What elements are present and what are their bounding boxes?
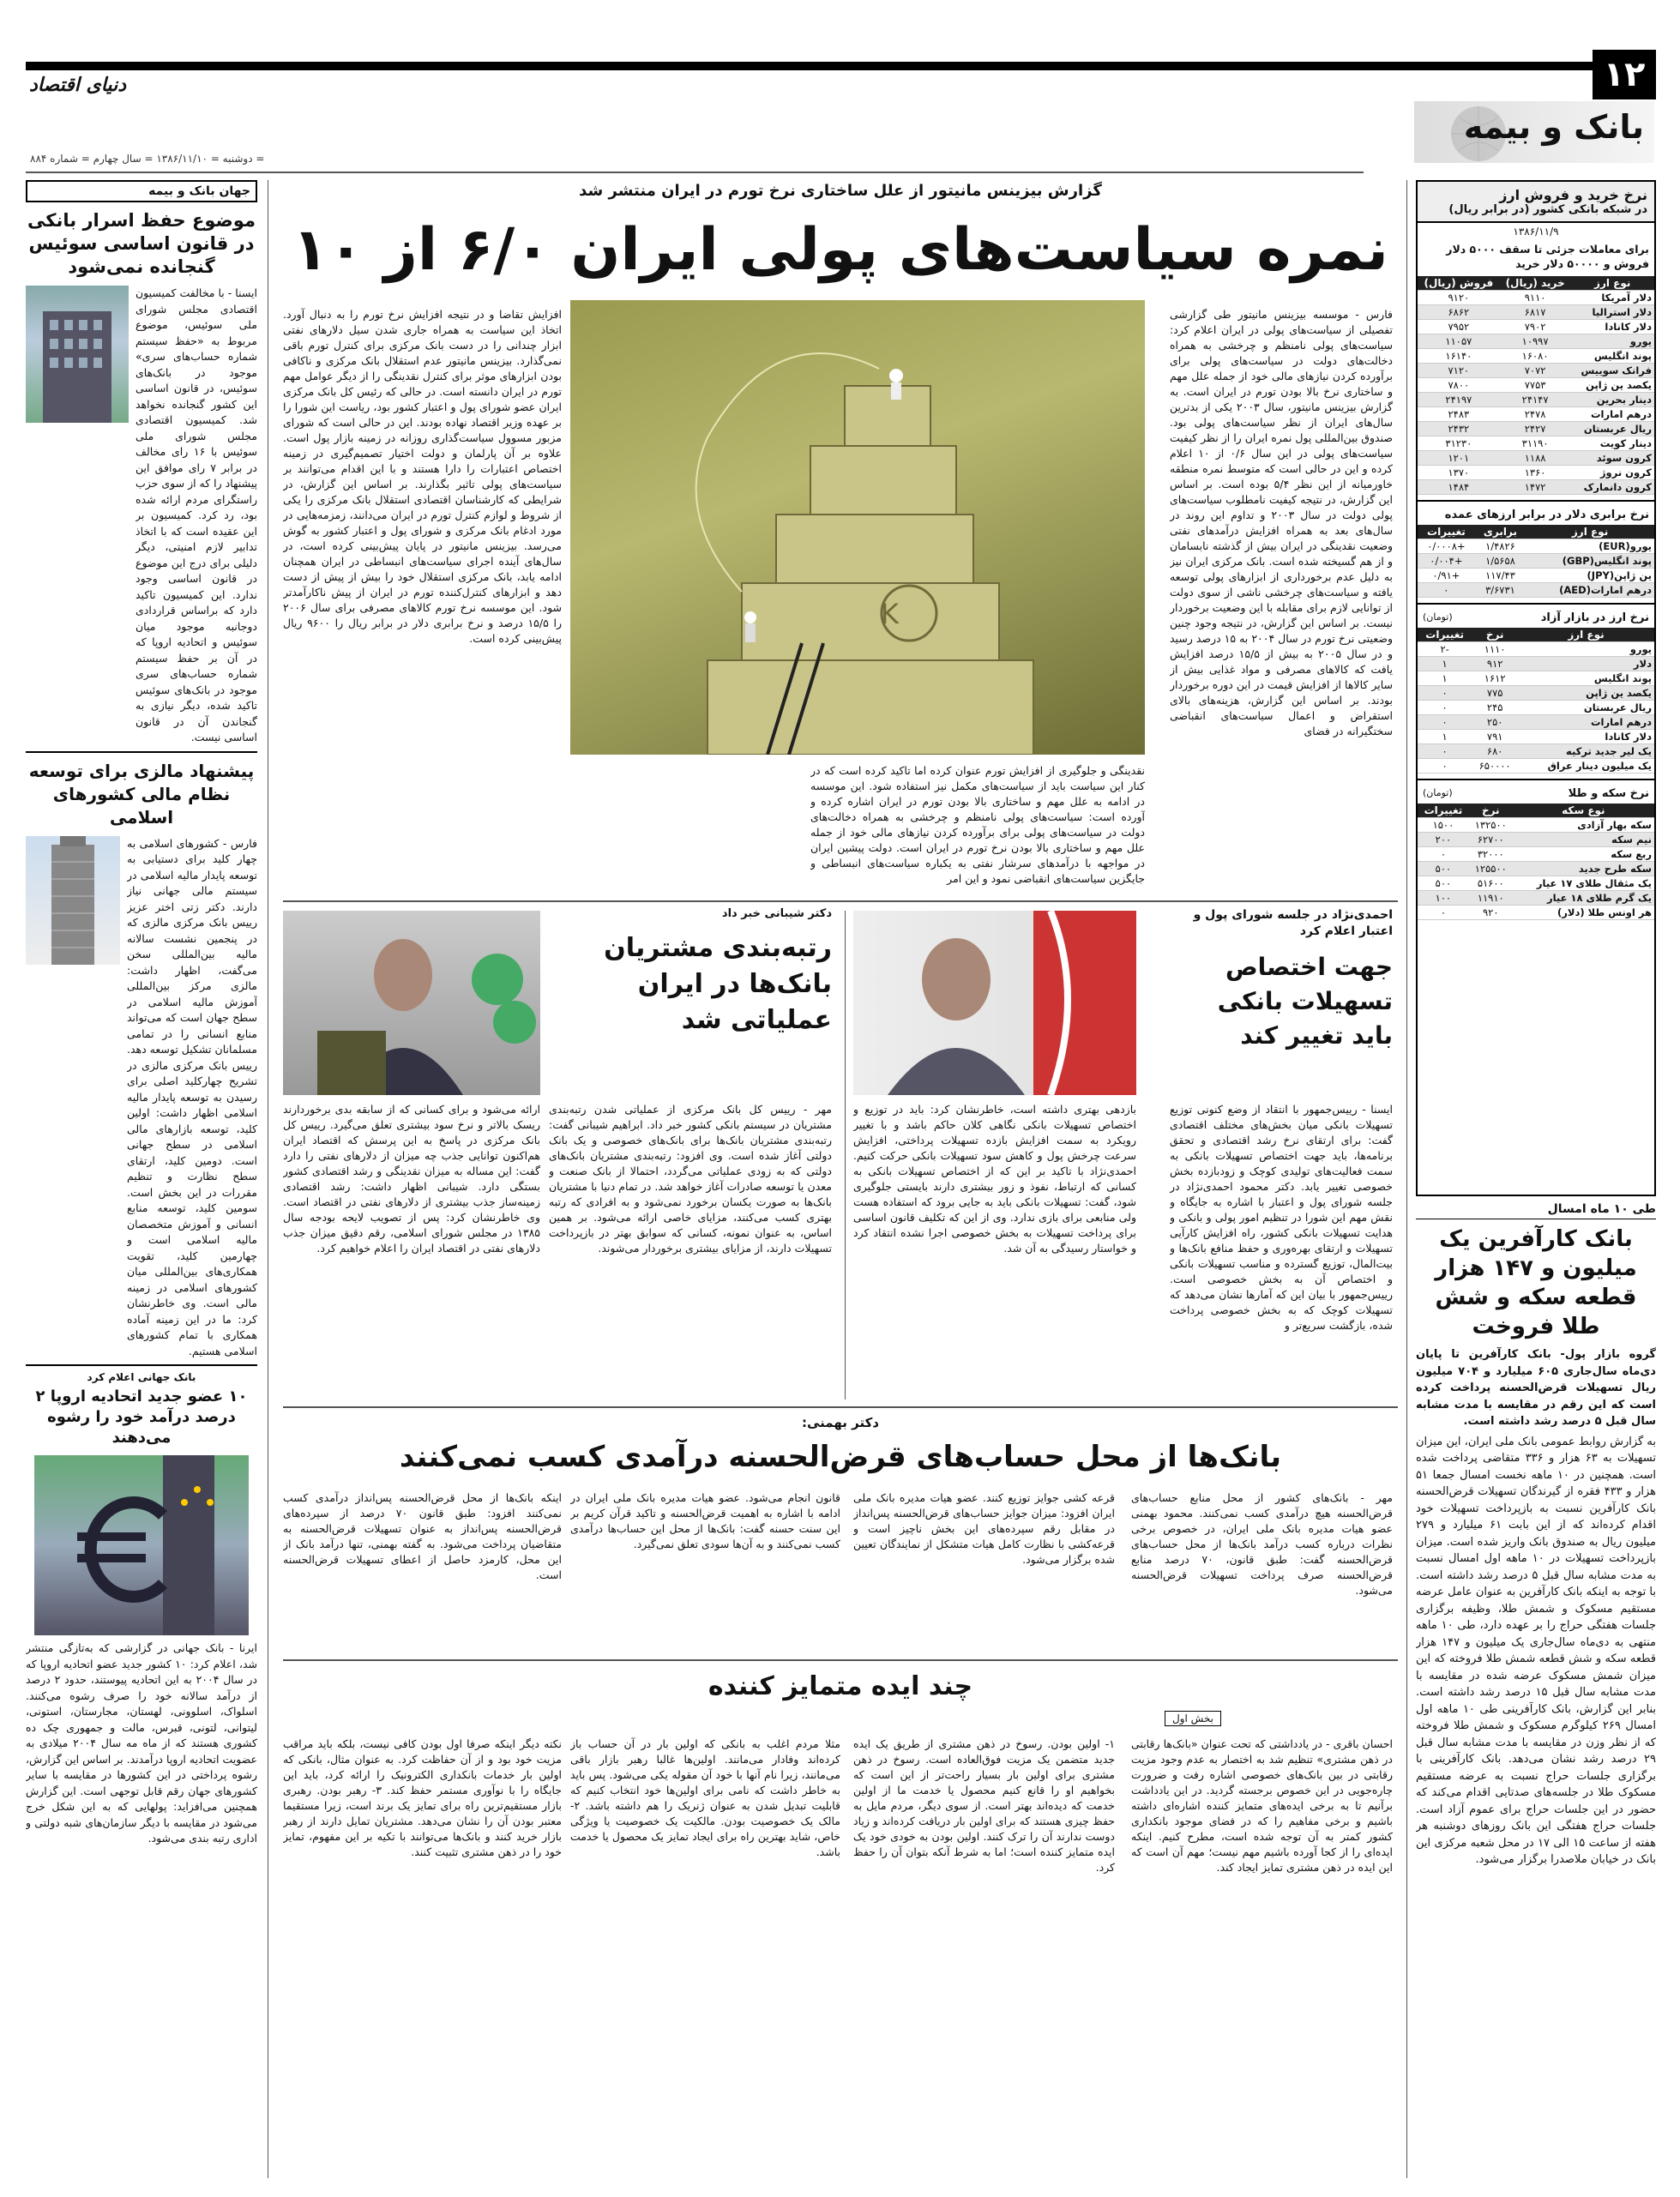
- coin-cell: ۲۰۰: [1418, 833, 1469, 847]
- coin-unit: (تومان): [1423, 787, 1453, 798]
- free-market-table: [1418, 628, 1654, 773]
- free-market-cell: ۹۱۲: [1472, 657, 1518, 671]
- ahmadinejad-photo: [853, 911, 1136, 1095]
- coin-cell: یک مثقال طلای ۱۷ عیار: [1513, 876, 1654, 891]
- coin-cell: ۶۲۷۰۰: [1469, 833, 1513, 847]
- free-market-cell: ۲۵۰: [1472, 715, 1518, 730]
- fx-header-row: [1418, 276, 1654, 291]
- coin-cell: ۹۲۰: [1469, 906, 1513, 920]
- fx-cell: ۲۴۸۳: [1418, 407, 1500, 422]
- fx-row: [1418, 422, 1654, 436]
- free-market-cell: ۱۶۱۲: [1472, 671, 1518, 686]
- coin-cell: ۱۵۰۰: [1418, 818, 1469, 833]
- fx-cell: ۱۳۶۰: [1500, 466, 1571, 480]
- main-story-bottom-rule: [283, 900, 1398, 902]
- fx-cell: ۱۲۰۱: [1418, 451, 1500, 466]
- coin-cell: هر اونس طلا (دلار): [1513, 906, 1654, 920]
- fx-cell: ۲۴۷۸: [1500, 407, 1571, 422]
- parity-cell: +۰/۰۰۴: [1418, 554, 1475, 569]
- ideas-col-1: احسان باقری - در یادداشتی که تحت عنوان «بانک‌ها رقابتی در ذهن مشتری» تنظیم شد به اختصار به عدم وجود مزیت رقابتی در بین بانک‌های خصوصی اشاره رفت و ضرورت چاره‌جویی در این خصوص برجسته گردید. در این یادداشت برآنیم تا به برخی ایده‌های متمایز کننده اشاره‌ای داشته باشیم و برخی مفاهیم را که در فضای موجود بانکداری کشور کمتر به آن توجه شده است، مطرح کنیم. اینکه ایده‌ای را از کجا آورده باشیم مهم نیست؛ مهم آن است که این ایده در ذهن مشتری تمایز ایجاد کند.: [1131, 1737, 1393, 1874]
- main-headline: نمره سیاست‌های پولی ایران ۶/۰ از ۱۰: [292, 216, 1388, 284]
- fx-date: ۱۳۸۶/۱۱/۹: [1513, 226, 1559, 238]
- fx-cell: دلار استرالیا: [1570, 305, 1654, 320]
- free-market-cell: ریال عربستان: [1518, 701, 1654, 715]
- free-market-cell: ۰: [1418, 744, 1472, 759]
- fx-cell: یکصد ین ژاپن: [1570, 378, 1654, 393]
- fx-cell: ریال عربستان: [1570, 422, 1654, 436]
- building-image: [26, 286, 129, 423]
- free-market-row: [1418, 759, 1654, 773]
- coin-cell: ۱۳۲۵۰۰: [1469, 818, 1513, 833]
- fx-cell: فرانک سوییس: [1570, 364, 1654, 378]
- main-col-2: نقدینگی و جلوگیری از افزایش تورم عنوان کرده اما تاکید کرده است که در کنار این سیاست باید از سیاست‌های مکمل نیز استفاده شود. این موسسه در ادامه به علل مهم و ساختاری بالا بودن تورم در ایران اشاره کرده و آورده است: سیاست‌های پولی نامنظم و چرخشی به همراه دخالت‌های دولت در سیاست‌های پولی برای برآورده کردن نیازهای مالی خود از جمله علل مهم و ساختاری بالا بودن نرخ تورم در ایران است. دولت پیشین ایران در مواجهه با درآمدهای سرشار نفتی به یکباره سیاست‌های انبساطی و جایگزین سیاست‌های انقباضی نمود و این امر: [810, 764, 1145, 885]
- coin-cell: ۰: [1418, 847, 1469, 862]
- coin-cell: ۰: [1418, 906, 1469, 920]
- free-market-row: [1418, 671, 1654, 686]
- free-market-cell: یک لیر جدید ترکیه: [1518, 744, 1654, 759]
- free-market-cell: ۱: [1418, 657, 1472, 671]
- parity-cell: ۳/۶۷۳۱: [1475, 583, 1526, 598]
- fx-note: برای معاملات جزئی تا سقف ۵۰۰۰ دلار فروش و ۵۰۰۰۰ دلار خرید: [1446, 243, 1649, 270]
- fx-cell: ۱۶۱۴۰: [1418, 349, 1500, 364]
- fx-cell: پوند انگلیس: [1570, 349, 1654, 364]
- karafarini-lead: گروه بازار پول- بانک کارآفرین تا پایان دی‌ماه سال‌جاری ۶۰۵ میلیارد و ۷۰۴ میلیون ریال تسهیلات قرض‌الحسنه پرداخت کرده است که این رقم در مقایسه با مدت مشابه سال قبل ۵ درصد رشد داشته است.: [1416, 1348, 1656, 1428]
- parity-row: [1418, 569, 1654, 583]
- parity-title: نرخ برابری دلار در برابر ارزهای عمده: [1418, 500, 1654, 525]
- fx-cell: ۶۸۶۲: [1418, 305, 1500, 320]
- free-market-row: [1418, 701, 1654, 715]
- fx-cell: درهم امارات: [1570, 407, 1654, 422]
- karafarini-story: [1416, 1202, 1656, 2180]
- coin-table: [1418, 804, 1654, 920]
- main-col-1: فارس - موسسه بیزینس مانیتور طی گزارشی تفصیلی از سیاست‌های پولی در ایران اعلام کرد: سیاست‌های پولی نامنظم و چرخشی به همراه دخالت‌های دولت در سیاست‌های پولی برای برآورده کردن نیازهای مالی خود از جمله علل مهم و ساختاری نرخ بالا بودن تورم در ایران است. به گزارش بیزینس مانیتور، سال ۲۰۰۳ یکی از بدترین سال‌های ایران از نظر سیاست‌های پولی بود. صندوق بین‌المللی پول نمره ایران را از نظر کیفیت سیاست‌های پولی در این سال ۰/۶ از ۱۰ اعلام کرده و این در حالی است که متوسط نمره منطقه خاورمیانه از این نظر ۵/۴ بوده است. بر اساس این گزارش، در نتیجه کیفیت نامطلوب سیاست‌های پولی دولت در سال ۲۰۰۳ و تداوم این روند در سال‌های بعد به همراه افزایش درآمدهای نفتی وضعیت نقدینگی در ایران بیش از گذشته نابسامان و از هم گسیخته شده است. بانک مرکزی ایران نیز به دلیل عدم برخورداری از ابزارهای پولی توسعه یافته و سیاست‌های چرخشی ناشی از سوی دولت از توانایی لازم برای مقابله با این وضعیت برخوردار نیست. بر اساس این گزارش، در نتیجه وجود چنین وضعیتی نرخ تورم در سال ۲۰۰۴ به ۱۵ درصد رسید و در سال ۲۰۰۵ به بیش از ۱۵/۵ درصد افزایش یافت که کالاهای مصرفی و مواد غذایی بیش از سایر کالاها از افزایش قیمت در این دوره برخوردار بودند. بر اساس این گزارش، هزینه‌های بالای استقراض و اعمال سیاست‌های انقباضی سختگیرانه در فضای: [1170, 308, 1393, 737]
- swiss-body: ایسنا - با مخالفت کمیسیون اقتصادی مجلس شورای ملی سوئیس، موضوع مربوط به «حفظ سیستم شماره حساب‌های سری» موجود در بانک‌های سوئیس، در قانون اساسی این کشور گنجانده نخواهد شد. کمیسیون اقتصادی مجلس شورای ملی سوئیس با ۱۶ رای مخالف در برابر ۷ رای موافق این پیشنهاد را که از سوی حزب راستگرای مردم ارائه شده بود، رد کرد. کمیسیون بر این عقیده است که با اتخاذ تدابیر لازم امنیتی، دیگر دلیلی برای درج این موضوع در قانون اساسی وجود ندارد. این کمیسیون تاکید دارد که براساس قراردادی دوجانبه موجود میان سوئیس و اتحادیه اروپا که در آن بر حفظ سیستم شماره حساب‌های سری موجود در بانک‌های سوئیس تاکید شده، دیگر نیازی به گنجاندن آن در قانون اساسی نیست.: [135, 286, 257, 743]
- fx-cell: دینار کویت: [1570, 436, 1654, 451]
- euro-sculpture-photo: [34, 1455, 249, 1635]
- shibani-col-2: ارائه می‌شود و برای کسانی که از سابقه بدی برخوردارند ریسک بالاتر و نرخ سود بیشتری تعلق می‌گیرد. رییس کل بانک مرکزی در پاسخ به این پرسش که اقتصاد ایران هم‌اکنون توانایی جذب چه میزان از دلارهای نفتی را دارد گفت: این مساله به میزان نقدینگی و رشد اقتصادی کشور بستگی دارد. شیبانی اظهار داشت: رشد اقتصادی زمینه‌ساز جذب بیشتری از دلارهای نفتی در اقتصاد است. وی خاطرنشان کرد: پس از تصویب لایحه بودجه سال ۱۳۸۵ در مجلس شورای اسلامی، رقم دقیق میزان جذب دلارهای نفتی در اقتصاد ایران را اعلام خواهیم کرد.: [283, 1103, 540, 1255]
- stairs-illustration: [570, 300, 1145, 755]
- coin-row: [1418, 876, 1654, 891]
- coin-cell: ۳۲۰۰۰: [1469, 847, 1513, 862]
- free-market-unit: (تومان): [1423, 611, 1453, 623]
- fx-cell: ۹۱۱۰: [1500, 291, 1571, 305]
- karafarini-kicker: طی ۱۰ ماه امسال: [1416, 1202, 1656, 1219]
- fx-row: [1418, 436, 1654, 451]
- free-market-row: [1418, 730, 1654, 744]
- karafarini-body: به گزارش روابط عمومی بانک ملی ایران، این میزان تسهیلات به ۶۳ هزار و ۳۳۶ متقاضی پرداخت شده است. همچنین در ۱۰ ماهه نخست امسال جمعا ۵۱ هزار و ۴۳۳ فقره از گیرندگان تسهیلات قرض‌الحسنه بانک کارآفرین نسبت به بازپرداخت تسهیلات خود اقدام کرده‌اند که از این بابت ۶۱ میلیارد و ۲۷۹ میلیون ریال به صندوق بانک واریز شده است. میزان بازپرداخت تسهیلات در ۱۰ ماهه اول امسال نسبت به مدت مشابه سال قبل ۵ درصد رشد داشته است. با توجه به اینکه بانک کارآفرین به عنوان عامل عرضه مستقیم مسکوک و شمش طلا، وظیفه برگزاری جلسات هفتگی حراج را بر عهده دارد، طی ۱۰ ماهه منتهی به دی‌ماه سال‌جاری یک میلیون و ۱۴۷ هزار قطعه سکه و شش قطعه شمش طلا فروخته که این میزان شمش مسکوک عرضه شده در مقایسه با مدت مشابه سال قبل ۱۵ درصد رشد داشته است. بنابر این گزارش، بانک کارآفرینی طی ۱۰ ماهه اول امسال ۲۶۹ کیلوگرم مسکوک و شمش طلا فروخته که از نظر وزن در مقایسه با مدت مشابه سال قبل ۲۹ درصد رشد نشان می‌دهد. بانک کارآفرینی با برگزاری جلسات حراج نسبت به عرضه مستقیم مسکوک طلا در جلسه‌های صدتایی اقدام می‌کند که حضور در این جلسات حراج برای عموم آزاد است. جلسات حراج هفتگی این بانک روزهای دوشنبه هر هفته از ساعت ۱۵ الی ۱۷ در محل شعبه مرکزی این بانک در خیابان ملاصدرا برگزار می‌شود.: [1416, 1435, 1656, 1866]
- fx-cell: کرون دانمارک: [1570, 480, 1654, 495]
- ideas-col-2: ۱- اولین بودن. رسوخ در ذهن مشتری از طریق یک ایده جدید متضمن یک مزیت فوق‌العاده است. رسوخ در ذهن مشتری برای اولین بار بسیار راحت‌تر از این است که بخواهیم او را قانع کنیم محصول یا خدمت ما از اولین خدمت که دیده‌اند بهتر است. از سوی دیگر، مردم مایل به حفظ چیزی هستند که برای اولین بار دریافت کرده‌اند و زیاد دوست ندارند آن را ترک کنند. اولین بودن به خودی خود یک ایده متمایز کننده است؛ اما به شرط آنکه بتوان آن را حفظ کرد.: [853, 1737, 1115, 1874]
- fx-cell: ۷۸۰۰: [1418, 378, 1500, 393]
- gharz-headline: بانک‌ها از محل حساب‌های قرض‌الحسنه درآمدی کسب نمی‌کنند: [399, 1440, 1282, 1474]
- ahmadinejad-col-1: ایسنا - رییس‌جمهور با انتقاد از وضع کنونی توزیع تسهیلات بانکی میان بخش‌های مختلف اقتصادی گفت: برای ارتقای نرخ رشد اقتصادی و تحقق برنامه‌ها، باید جهت اختصاص تسهیلات بانکی به سمت فعالیت‌های تولیدی کوچک و زودبازده بخش خصوصی تغییر یابد. دکتر محمود احمدی‌نژاد در جلسه شورای پول و اعتبار با اشاره به جایگاه و نقش مهم این شورا در تنظیم امور پولی و بانکی و هدایت تسهیلات بانکی کشور، راه افزایش کارآیی تسهیلات و ارتقای بهره‌وری و حفظ منافع بانک‌ها و بیت‌المال، توزیع گسترده و مناسب تسهیلات بانکی و اختصاص آن به بخش خصوصی است. رییس‌جمهور با بیان این که آمارها نشان می‌دهد که تسهیلات کوچک که به بخش خصوصی پرداخت شده، بازگشت سریع‌تر و: [1170, 1103, 1393, 1332]
- free-market-cell: -۲: [1418, 642, 1472, 657]
- coin-cell: سکه بهار آزادی: [1513, 818, 1654, 833]
- free-market-row: [1418, 744, 1654, 759]
- coin-header-cell: نرخ: [1469, 804, 1513, 818]
- euro-sign-image: [34, 1455, 249, 1635]
- section-banner: [1414, 101, 1654, 163]
- gharz-col-4: اینکه بانک‌ها از محل قرض‌الحسنه پس‌انداز درآمدی کسب نمی‌کنند افزود: طبق قانون ۷۰ درصد از سپرده‌های قرض‌الحسنه پس‌انداز به عنوان تسهیلات قرض‌الحسنه به متقاضیان پرداخت می‌شود. به گفته بهمنی، تنها درآمد بانک از این محل، کارمزد حاصل از اعطای تسهیلات قرض‌الحسنه است.: [283, 1491, 562, 1581]
- fx-table: [1418, 276, 1654, 495]
- ahmadinejad-kicker: احمدی‌نژاد در جلسه شورای پول و اعتبار اعلام کرد: [1193, 908, 1393, 938]
- mid-rule: [283, 1406, 1398, 1408]
- ideas-section-label: بخش اول: [1165, 1711, 1221, 1726]
- free-market-cell: ۱: [1418, 671, 1472, 686]
- free-market-cell: ۱: [1418, 730, 1472, 744]
- fx-cell: ۲۴۲۷: [1500, 422, 1571, 436]
- swiss-headline: موضوع حفظ اسرار بانکی در قانون اساسی سوئیس گنجانده نمی‌شود: [27, 210, 256, 277]
- parity-header-row: [1418, 525, 1654, 539]
- free-market-cell: یکصد ین ژاپن: [1518, 686, 1654, 701]
- left-column: [26, 180, 257, 2178]
- malaysia-headline: پیشنهاد مالزی برای توسعه نظام مالی کشورهای اسلامی: [28, 760, 255, 828]
- coin-row: [1418, 906, 1654, 920]
- fx-cell: دلار کانادا: [1570, 320, 1654, 334]
- fx-cell: ۲۴۱۹۷: [1418, 393, 1500, 407]
- fx-row: [1418, 393, 1654, 407]
- free-market-row: [1418, 686, 1654, 701]
- coin-header-row: [1418, 804, 1654, 818]
- fx-cell: ۱۱۰۵۷: [1418, 334, 1500, 349]
- parity-row: [1418, 554, 1654, 569]
- fx-row: [1418, 451, 1654, 466]
- lower-rule: [283, 1659, 1398, 1661]
- fx-cell: ۱۴۷۲: [1500, 480, 1571, 495]
- fx-cell: یورو: [1570, 334, 1654, 349]
- parity-cell: +۰/۹۱: [1418, 569, 1475, 583]
- tower-image: [26, 836, 120, 965]
- paper-logo: دنیای اقتصاد: [29, 74, 126, 96]
- fx-cell: ۳۱۱۹۰: [1500, 436, 1571, 451]
- parity-row: [1418, 583, 1654, 598]
- parity-cell: ۱۱۷/۴۳: [1475, 569, 1526, 583]
- free-market-row: [1418, 642, 1654, 657]
- ideas-col-3: مثلا مردم اغلب به بانکی که اولین بار در آن حساب باز کرده‌اند وفادار می‌مانند. اولین‌ها غالبا رهبر بازار باقی می‌مانند، زیرا نام آنها با خود آن مقوله یکی می‌شود. پس باید به خاطر داشت که نامی برای اولین‌ها خود انتخاب کنیم که قابلیت تبدیل شدن به عنوان ژنریک را هم داشته باشد. ۲- مالک یک خصوصیت بودن. مالکیت یک خصوصیت یا ویژگی خاص، شاید بهترین راه برای ایجاد تمایز یک محصول یا خدمت باشد.: [570, 1737, 840, 1858]
- left-section-label: جهان بانک و بیمه: [26, 180, 257, 202]
- free-market-cell: ۰: [1418, 759, 1472, 773]
- free-market-cell: ۷۹۱: [1472, 730, 1518, 744]
- fx-row: [1418, 349, 1654, 364]
- story-divider: [845, 911, 846, 1399]
- free-market-row: [1418, 715, 1654, 730]
- fx-cell: ۱۴۸۴: [1418, 480, 1500, 495]
- ideas-headline: چند ایده متمایز کننده: [708, 1671, 973, 1701]
- free-market-cell: یورو: [1518, 642, 1654, 657]
- free-market-row: [1418, 657, 1654, 671]
- gharz-col-3: قانون انجام می‌شود. عضو هیات مدیره بانک ملی ایران در ادامه با اشاره به اهمیت قرض‌الحسنه و تاکید قرآن کریم بر این سنت حسنه گفت: بانک‌ها از محل این حساب‌ها درآمدی کسب نمی‌کنند و به آن‌ها سودی تعلق نمی‌گیرد.: [570, 1491, 840, 1550]
- gharz-col-1: مهر - بانک‌های کشور از محل منابع حساب‌های قرض‌الحسنه هیچ درآمدی کسب نمی‌کنند. محمود بهمنی عضو هیات مدیره بانک ملی ایران، در خصوص برخی نظرات درباره کسب درآمد بانک‌ها از محل حساب‌های قرض‌الحسنه گفت: طبق قانون، ۷۰ درصد منابع قرض‌الحسنه صرف پرداخت تسهیلات قرض‌الحسنه می‌شود.: [1131, 1491, 1393, 1597]
- gharz-col-2: قرعه کشی جوایز توزیع کنند. عضو هیات مدیره بانک ملی ایران افزود: میزان جوایز حساب‌های قرض‌الحسنه پس‌انداز در مقابل رقم سپرده‌های این بخش ناچیز است و قرعه‌کشی با نظارت کامل هیات متشکل از نمایندگان تعیین شده برگزار می‌شود.: [853, 1491, 1115, 1566]
- main-col-2b: [570, 763, 802, 892]
- fx-row: [1418, 291, 1654, 305]
- fx-cell: ۹۱۲۰: [1418, 291, 1500, 305]
- parity-header-cell: تغییرات: [1418, 525, 1475, 539]
- ideas-col-4: نکته دیگر اینکه صرفا اول بودن کافی نیست، بلکه باید مراقب مزیت خود بود و از آن حفاظت کرد. به عنوان مثال، بانکی که اولین بار خدمات بانکداری الکترونیک را ارائه کرد، باید این جایگاه را با نوآوری مستمر حفظ کند. ۳- رهبر بودن. رهبری بازار مستقیم‌ترین راه برای تمایز یک برند است، زیرا مستقیما معتبر بودن آن را نشان می‌دهد. مشتریان تمایل دارند از رهبر بازار خرید کنند و بانک‌ها می‌توانند با تکیه بر این مفهوم، تمایز خود را در ذهن مشتری تثبیت کنند.: [283, 1737, 562, 1858]
- coin-cell: ۱۲۵۵۰۰: [1469, 862, 1513, 876]
- malaysia-body: فارس - کشورهای اسلامی به چهار کلید برای دستیابی به توسعه پایدار مالیه اسلامی در سیستم مالی جهانی نیاز دارند. دکتر زتی اختر عزیز رییس بانک مرکزی مالزی که در پنجمین نشست سالانه مالیه بین‌المللی سخن می‌گفت، اظهار داشت: مالزی مرکز بین‌المللی آموزش مالیه اسلامی در سطح جهان است که می‌تواند منابع انسانی را در تمامی مسلمانان تشکیل توسعه دهد. رییس بانک مرکزی مالزی در تشریح چهارکلید اصلی برای رسیدن به توسعه پایدار مالیه اسلامی اظهار داشت: اولین کلید، توسعه بازارهای مالی اسلامی در سطح جهانی است. دومین کلید، ارتقای سطح نظارت و تنظیم مقررات در این بخش است. سومین کلید، توسعه منابع انسانی و آموزش متخصصان مالیه اسلامی است و چهارمین کلید، تقویت همکاری‌های بین‌المللی میان کشورهای اسلامی در زمینه مالی است. وی خاطرنشان کرد: ما در این زمینه آماده همکاری با تمام کشورهای اسلامی هستیم.: [127, 836, 257, 1357]
- fx-cell: ۷۹۵۲: [1418, 320, 1500, 334]
- coin-title: نرخ سکه و طلا: [1568, 787, 1649, 800]
- free-market-cell: ۷۷۵: [1472, 686, 1518, 701]
- ahmadinejad-headline: جهت اختصاص تسهیلات بانکی باید تغییر کند: [1217, 953, 1393, 1050]
- coin-cell: ۱۱۹۱۰: [1469, 891, 1513, 906]
- parity-cell: پوند انگلیس(GBP): [1526, 554, 1654, 569]
- fx-cell: کرون سوئد: [1570, 451, 1654, 466]
- coin-cell: ۱۰۰: [1418, 891, 1469, 906]
- free-market-cell: ۰: [1418, 686, 1472, 701]
- fx-row: [1418, 480, 1654, 495]
- coin-cell: ۵۰۰: [1418, 876, 1469, 891]
- free-market-cell: یک میلیون دینار عراق: [1518, 759, 1654, 773]
- coin-cell: ۵۱۶۰۰: [1469, 876, 1513, 891]
- free-market-cell: دلار کانادا: [1518, 730, 1654, 744]
- free-market-header-cell: نرخ: [1472, 628, 1518, 642]
- free-market-cell: درهم امارات: [1518, 715, 1654, 730]
- swiss-bank-photo: [26, 286, 129, 423]
- free-market-cell: ۲۴۵: [1472, 701, 1518, 715]
- fx-subtitle: در شبکه بانکی کشور (در برابر ریال): [1448, 203, 1647, 216]
- free-market-title: نرخ ارز در بازار آزاد: [1540, 611, 1649, 624]
- fx-header-cell: نوع ارز: [1570, 276, 1654, 291]
- masthead-bar: [26, 62, 1619, 70]
- fx-cell: ۲۴۳۲: [1418, 422, 1500, 436]
- parity-cell: ۱/۴۸۲۶: [1475, 539, 1526, 554]
- page-number: ۱۲: [1593, 50, 1656, 99]
- parity-cell: ین ژاپن(JPY): [1526, 569, 1654, 583]
- coin-cell: ربع سکه: [1513, 847, 1654, 862]
- parity-cell: ۰: [1418, 583, 1475, 598]
- fx-row: [1418, 378, 1654, 393]
- parity-cell: ۱/۵۶۵۸: [1475, 554, 1526, 569]
- fx-cell: ۳۱۲۳۰: [1418, 436, 1500, 451]
- free-market-cell: ۶۵۰۰۰۰: [1472, 759, 1518, 773]
- eu-kicker: بانک جهانی اعلام کرد: [87, 1371, 196, 1383]
- shibani-kicker: دکتر شیبانی خبر داد: [721, 907, 832, 920]
- gharz-kicker: دکتر بهمنی:: [802, 1415, 879, 1430]
- fx-cell: ۷۱۲۰: [1418, 364, 1500, 378]
- fx-cell: دلار آمریکا: [1570, 291, 1654, 305]
- eu-body: ایرنا - بانک جهانی در گزارشی که به‌تازگی منتشر شد، اعلام کرد: ۱۰ کشور جدید عضو اتحادیه اروپا که در سال ۲۰۰۴ به این اتحادیه پیوستند، حدود ۲ درصد از درآمد سالانه خود را صرف رشوه می‌کنند. اسلواک، اسلوونی، لهستان، مجارستان، استونی، لیتوانی، لتونی، قبرس، مالت و جمهوری چک ده کشوری هستند که از ماه مه سال ۲۰۰۴ میلادی به عضویت اتحادیه اروپا درآمدند. بر اساس این گزارش، رشوه پرداختی در این کشورها در مقایسه با سایر کشورهای جهان رقم قابل توجهی است. این گزارش همچنین می‌افزاید: پولهایی که به این شکل خرج می‌شود در مقایسه با دیگر سازمان‌های شبه دولتی و اداری رتبه بندی می‌شود.: [26, 1641, 257, 1845]
- malaysia-tower-photo: [26, 836, 120, 965]
- speaker-image: [283, 911, 540, 1095]
- shibani-headline: رتبه‌بندی مشتریان بانک‌ها در ایران عملیاتی شد: [604, 933, 832, 1035]
- fx-header-cell: فروش (ریال): [1418, 276, 1500, 291]
- coin-cell: یک گرم طلای ۱۸ عیار: [1513, 891, 1654, 906]
- fx-cell: ۷۷۵۳: [1500, 378, 1571, 393]
- ahmadinejad-col-2: بازدهی بهتری داشته است، خاطرنشان کرد: باید در توزیع و اختصاص تسهیلات بانکی نگاهی کلان حاکم باشد و با تغییر رویکرد به سمت افزایش بازده تسهیلات پرداختی، افزایش سرعت چرخش پول و کاهش سود تسهیلات بانکی حرکت کنیم. احمدی‌نژاد با تاکید بر این که از اختصاص تسهیلات بانکی به کسانی که ارتباط، نفوذ و زور بیشتری دارند بایستی جلوگیری شود، گفت: تسهیلات بانکی باید به جایی برود که استفاده هست ولی منابعی برای بازی ندارد. وی از این که تکلیف قانون اساسی برای پرداخت تسهیلات به بخش خصوصی اجرا نشده انتقاد کرد و خواستار رسیدگی به آن شد.: [853, 1103, 1136, 1255]
- free-market-header-cell: نوع ارز: [1518, 628, 1654, 642]
- coin-cell: نیم سکه: [1513, 833, 1654, 847]
- masthead-underline: [26, 172, 1364, 173]
- fx-cell: کرون نروژ: [1570, 466, 1654, 480]
- free-market-cell: ۱۱۱۰: [1472, 642, 1518, 657]
- dateline: = دوشنبه = ۱۳۸۶/۱۱/۱۰ = سال چهارم = شماره ۸۸۴: [30, 153, 265, 165]
- karafarini-headline: بانک کارآفرین یک میلیون و ۱۴۷ هزار قطعه سکه و شش طلا فروخت: [1435, 1226, 1637, 1339]
- parity-header-cell: نوع ارز: [1526, 525, 1654, 539]
- coin-row: [1418, 891, 1654, 906]
- portrait-image: [853, 911, 1136, 1095]
- shibani-col-1: مهر - رییس کل بانک مرکزی از عملیاتی شدن رتبه‌بندی مشتریان در سیستم بانکی کشور خبر داد. ابراهیم شیبانی گفت: رتبه‌بندی مشتریان بانک‌ها برای بانک‌های خصوصی و یک بانک دولتی آغاز شده است. وی افزود: رتبه‌بندی مشتریان بانک‌های دولتی که به زودی عملیاتی می‌گردد، احتمالا از بانک صنعت و معدن یا توسعه صادرات آغاز خواهد شد. در تمام دنیا با مشتریان بانک‌ها به صورت یکسان برخورد نمی‌شود و به افرادی که رتبه بهتری کسب می‌کنند، مزایای خاصی ارائه می‌شود. بر همین اساس، به عنوان نمونه، کسانی که سوابق بهتر در بازپرداخت تسهیلات دارند، از مزایای بیشتری برخوردار می‌شوند.: [549, 1103, 832, 1255]
- fx-cell: ۱۰۹۹۷: [1500, 334, 1571, 349]
- free-market-cell: ۰: [1418, 715, 1472, 730]
- fx-cell: ۱۶۰۸۰: [1500, 349, 1571, 364]
- parity-row: [1418, 539, 1654, 554]
- fx-title: نرخ خرید و فروش ارز: [1499, 187, 1647, 203]
- parity-cell: +۰/۰۰۰۸: [1418, 539, 1475, 554]
- fx-row: [1418, 320, 1654, 334]
- coin-header-cell: تغییرات: [1418, 804, 1469, 818]
- right-column-divider: [1406, 180, 1407, 2178]
- parity-cell: درهم امارات(AED): [1526, 583, 1654, 598]
- parity-header-cell: برابری: [1475, 525, 1526, 539]
- coin-cell: ۵۰۰: [1418, 862, 1469, 876]
- free-market-cell: ۶۸۰: [1472, 744, 1518, 759]
- money-stairs-image: [570, 300, 1145, 755]
- fx-cell: ۷۹۰۲: [1500, 320, 1571, 334]
- fx-row: [1418, 407, 1654, 422]
- coin-header-cell: نوع سکه: [1513, 804, 1654, 818]
- eu-headline: ۱۰ عضو جدید اتحادیه اروپا ۲ درصد درآمد خود را رشوه می‌دهند: [35, 1387, 248, 1447]
- fx-cell: ۲۴۱۴۷: [1500, 393, 1571, 407]
- fx-panel: [1416, 180, 1656, 1196]
- coin-row: [1418, 818, 1654, 833]
- parity-cell: یورو(EUR): [1526, 539, 1654, 554]
- free-market-header-cell: تغییرات: [1418, 628, 1472, 642]
- fx-cell: ۷۰۷۲: [1500, 364, 1571, 378]
- coin-row: [1418, 833, 1654, 847]
- fx-row: [1418, 364, 1654, 378]
- fx-cell: ۶۸۱۷: [1500, 305, 1571, 320]
- coin-row: [1418, 862, 1654, 876]
- fx-row: [1418, 466, 1654, 480]
- free-market-cell: دلار: [1518, 657, 1654, 671]
- fx-cell: دینار بحرین: [1570, 393, 1654, 407]
- fx-row: [1418, 334, 1654, 349]
- coin-cell: سکه طرح جدید: [1513, 862, 1654, 876]
- shibani-photo: [283, 911, 540, 1095]
- free-market-header-row: [1418, 628, 1654, 642]
- free-market-cell: پوند انگلیس: [1518, 671, 1654, 686]
- free-market-cell: ۰: [1418, 701, 1472, 715]
- fx-header-cell: خرید (ریال): [1500, 276, 1571, 291]
- main-overline: گزارش بیزینس مانیتور از علل ساختاری نرخ تورم در ایران منتشر شد: [579, 182, 1102, 200]
- parity-table: [1418, 525, 1654, 598]
- section-title: بانک و بیمه: [1463, 108, 1644, 146]
- main-col-3: افزایش تقاضا و در نتیجه افزایش نرخ تورم را به دنبال آورد. اتخاذ این سیاست به همراه جاری شدن سیل دلارهای نفتی ابزار چندانی را در دست بانک مرکزی برای کنترل تورم باقی نمی‌گذارد. بیزینس مانیتور عدم استقلال بانک مرکزی و ناکافی بودن ابزارهای موثر برای کنترل نقدینگی را از دیگر عوامل مهم تورم در ایران دانسته است. در حالی که رئیس کل بانک مرکزی ایران عضو شورای پول و اعتبار کشور بود، ریاست این شورا را بر عهده وزیر اقتصاد نهاده بودند. این در حالی است که شورای مزبور مسوول سیاست‌گذاری روزانه در زمینه بازار پول است. علاوه بر آن پارلمان و دولت اختیار تصمیم‌گیری در زمینه اختصاص اعتبارات را دارا هستند و با این اقدام می‌توانند بر سیاست‌های پولی تاثیر بگذارند. بر اساس این گزارش، در شرایطی که کارشناسان اقتصادی استقلال بانک مرکزی را یکی از شروط و لوازم کنترل تورم در ایران می‌دانند، زمزمه‌هایی در مورد ادغام بانک مرکزی و شورای پول و اعتبار کشور به گوش می‌رسد. بیزینس مانیتور در پایان پیش‌بینی کرده است، در سال‌های آینده اجرای سیاست‌های انبساطی در ایران همچنان ادامه یابد، بانک مرکزی استقلال خود را بیش از پیش از دست دهد و ابزارهای کنترل‌کننده تورم در ایران از پیش ناکارآمدتر شود. این موسسه نرخ تورم کالاهای مصرفی برای سال ۲۰۰۶ را ۱۵/۵ درصد و نرخ برابری دلار در برابر ریال را ۹۶۰۰ ریال پیش‌بینی کرده است.: [283, 308, 562, 645]
- svg-text:K: K: [881, 598, 899, 630]
- fx-cell: ۱۳۷۰: [1418, 466, 1500, 480]
- fx-row: [1418, 305, 1654, 320]
- coin-row: [1418, 847, 1654, 862]
- fx-cell: ۱۱۸۸: [1500, 451, 1571, 466]
